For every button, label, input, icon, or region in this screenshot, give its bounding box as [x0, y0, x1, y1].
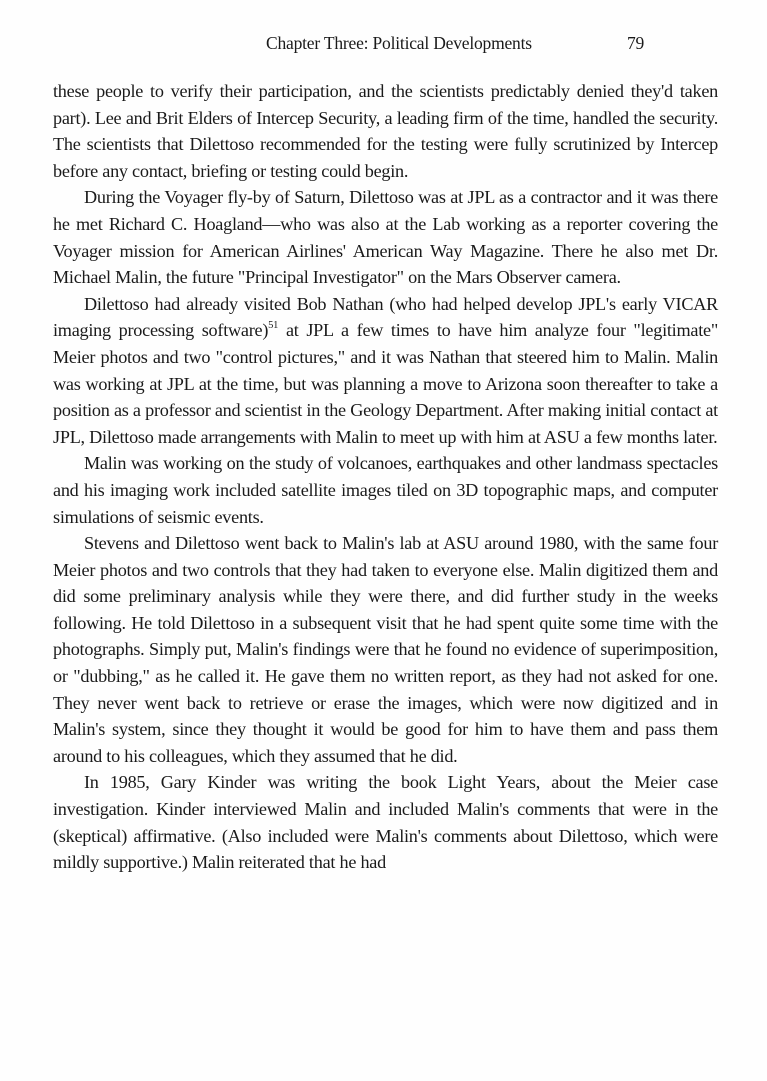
paragraph: Malin was working on the study of volcanoes, earthquakes and other landmass spectacles and his imaging work included satellite images tiled on 3D topographic maps, and computer simulations of seismic events. [53, 453, 718, 527]
paragraph: Stevens and Dilettoso went back to Malin's lab at ASU around 1980, with the same four Meier photos and two controls that they had taken to everyone else. Malin digitized them and did some preliminary analysis while they were there, and did further study in the weeks following. He told Dilettoso in a subsequent visit that he had spent quite some time with the photographs. Simply put, Malin's findings were that he found no evidence of superimposition, or "dubbing," as he called it. He gave them no written report, as they had not asked for one. They never went back to retrieve or erase the images, which were now digitized and in Malin's system, since they thought it would be good for him to have them and pass them around to his colleagues, which they assumed that he did. [53, 533, 718, 766]
paragraph: During the Voyager fly-by of Saturn, Dilettoso was at JPL as a contractor and it was there he met Richard C. Hoagland—who was also at the Lab working as a reporter covering the Voyager mission for American Airlines' American Way Magazine. There he also met Dr. Michael Malin, the future "Principal Investigator" on the Mars Observer camera. [53, 187, 718, 288]
page-number: 79 [627, 33, 645, 53]
paragraph-continued: these people to verify their participation, and the scientists predictably denied they'd taken part). Lee and Brit Elders of Intercep Security, a leading firm of the time, handled the security. The scientists that Dilettoso recommended for the testing were fully scrutinized by Intercep before any contact, briefing or testing could begin. [53, 81, 718, 181]
footnote-reference[interactable]: 51 [268, 320, 279, 332]
paragraph [53, 291, 718, 451]
running-header [266, 33, 645, 54]
paragraph-text: at JPL a few times to have him analyze four "legitimate" Meier photos and two "control pictures," and it was Nathan that steered him to Malin. Malin was working at JPL at the time, but was planning a move to Arizona soon thereafter to take a position as a professor and scientist in the Geology Department. After making initial contact at JPL, Dilettoso made arrangements with Malin to meet up with him at ASU a few months later. [53, 320, 718, 447]
chapter-title: Chapter Three: Political Developments [266, 33, 532, 53]
body-text [53, 78, 718, 876]
paragraph-incomplete: In 1985, Gary Kinder was writing the book Light Years, about the Meier case investigation. Kinder interviewed Malin and included Malin's comments that were in the (skeptical) affirmative. (Also included were Malin's comments about Dilettoso, which were mildly supportive.) Malin reiterated that he had [53, 772, 718, 873]
paragraph-text: Dilettoso had already visited Bob Nathan (who had helped develop JPL's early VICAR imaging processing software) [53, 293, 718, 341]
